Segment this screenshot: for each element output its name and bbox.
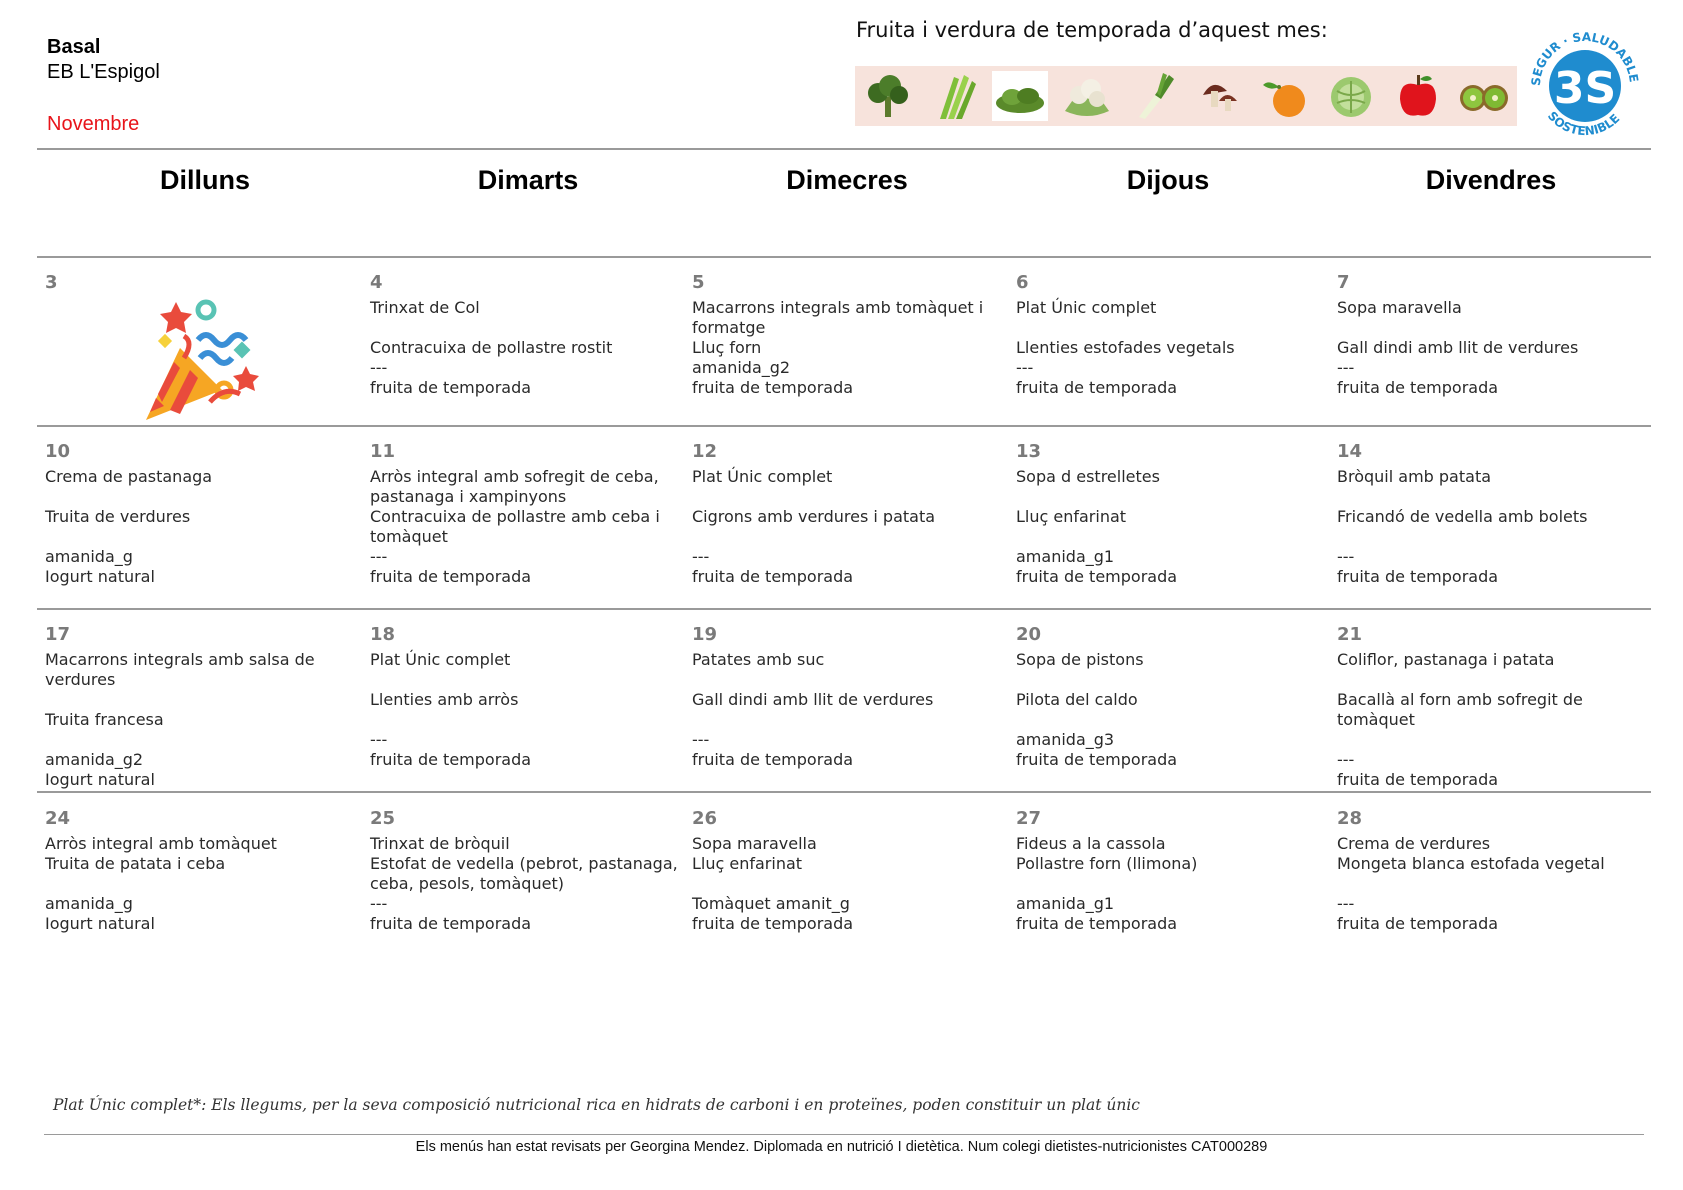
menu-dish: --- (370, 547, 388, 566)
menu-dish: fruita de temporada (692, 378, 854, 397)
menu-spacer (1016, 487, 1334, 507)
menu-dish: Gall dindi amb llit de verdures (692, 690, 934, 709)
menu-dish: Sopa de pistons (1016, 650, 1144, 669)
menu-dish: Crema de pastanaga (45, 467, 213, 486)
day-number: 24 (45, 808, 71, 829)
season-produce-strip (855, 66, 1517, 126)
menu-dish: Contracuixa de pollastre rostit (370, 338, 613, 357)
menu-day-cell (692, 272, 1010, 398)
week-rule (37, 256, 1651, 258)
day-number: 21 (1337, 624, 1363, 645)
day-number: 6 (1016, 272, 1029, 293)
menu-day-cell (1016, 808, 1334, 934)
menu-spacer (370, 710, 688, 730)
menu-dish: amanida_g2 (692, 358, 791, 377)
svg-text:SOSTENIBLE: SOSTENIBLE (1544, 108, 1623, 139)
menu-dish: Crema de verdures (1337, 834, 1491, 853)
menu-day-cell (370, 441, 688, 587)
menu-dish: fruita de temporada (692, 567, 854, 586)
logo-mark: 3S (1553, 63, 1617, 114)
menu-dish: Estofat de vedella (pebrot, pastanaga, ceba, pesols, tomàquet) (370, 854, 678, 893)
menu-dish: Lluç enfarinat (1016, 507, 1127, 526)
menu-dish: fruita de temporada (1016, 567, 1178, 586)
menu-spacer (370, 670, 688, 690)
menu-dish: Contracuixa de pollastre amb ceba i tomàquet (370, 507, 660, 546)
day-number: 3 (45, 272, 58, 293)
day-header-dimarts: Dimarts (477, 165, 579, 195)
day-number: 14 (1337, 441, 1363, 462)
menu-day-cell (1337, 272, 1655, 398)
menu-dish: --- (692, 730, 710, 749)
3s-logo (1520, 18, 1650, 148)
school-name: EB L'Espigol (47, 61, 160, 83)
menu-spacer (370, 318, 688, 338)
svg-text:SEGUR · SALUDABLE: SEGUR · SALUDABLE (1528, 29, 1641, 87)
menu-dish: fruita de temporada (1337, 914, 1499, 933)
menu-dish: Macarrons integrals amb tomàquet i formatge (692, 298, 984, 337)
menu-dish: fruita de temporada (370, 750, 532, 769)
menu-dish: Plat Únic complet (1016, 298, 1157, 317)
menu-day-cell (370, 624, 688, 770)
menu-dish: Sopa maravella (692, 834, 817, 853)
menu-dish: Mongeta blanca estofada vegetal (1337, 854, 1605, 873)
menu-dish: Gall dindi amb llit de verdures (1337, 338, 1579, 357)
mushroom-icon (1191, 71, 1247, 121)
menu-spacer (692, 527, 1010, 547)
menu-dish: Arròs integral amb tomàquet (45, 834, 277, 853)
month-label: Novembre (47, 113, 140, 135)
menu-dish: Tomàquet amanit_g (692, 894, 850, 913)
menu-dish: Pilota del caldo (1016, 690, 1138, 709)
orange-icon (1257, 71, 1313, 121)
menu-dish: fruita de temporada (1337, 378, 1499, 397)
day-header-dilluns: Dilluns (159, 165, 250, 195)
day-number: 18 (370, 624, 396, 645)
menu-day-cell (45, 441, 363, 587)
menu-spacer (692, 487, 1010, 507)
menu-day-cell (1337, 441, 1655, 587)
menu-dish: Lluç enfarinat (692, 854, 803, 873)
day-number: 27 (1016, 808, 1042, 829)
day-number: 5 (692, 272, 705, 293)
week-rule (37, 425, 1651, 427)
menu-day-cell (1016, 272, 1334, 398)
credits-line: Els menús han estat revisats per Georgina Mendez. Diplomada en nutrició I dietètica. Num colegi dietistes-nutricionistes CAT000289 (415, 1139, 1268, 1155)
menu-dish: Plat Únic complet (692, 467, 833, 486)
menu-dish: Trinxat de Col (370, 298, 480, 317)
menu-dish: Truita de verdures (45, 507, 191, 526)
menu-dish: Bròquil amb patata (1337, 467, 1492, 486)
menu-spacer (45, 690, 363, 710)
menu-dish: Llenties estofades vegetals (1016, 338, 1235, 357)
menu-dish: fruita de temporada (1337, 567, 1499, 586)
menu-dish: fruita de temporada (692, 914, 854, 933)
menu-dish: fruita de temporada (1337, 770, 1499, 789)
day-number: 20 (1016, 624, 1042, 645)
menu-dish: Sopa maravella (1337, 298, 1462, 317)
day-number: 4 (370, 272, 383, 293)
menu-dish: Fideus a la cassola (1016, 834, 1166, 853)
menu-dish: --- (692, 547, 710, 566)
party-popper-icon (140, 298, 270, 426)
menu-spacer (45, 874, 363, 894)
menu-day-cell (370, 272, 688, 398)
day-number: 10 (45, 441, 71, 462)
menu-dish: Patates amb suc (692, 650, 825, 669)
broccoli-icon (860, 71, 916, 121)
day-header-divendres: Divendres (1425, 165, 1557, 195)
menu-dish: amanida_g1 (1016, 894, 1115, 913)
menu-spacer (692, 670, 1010, 690)
menu-spacer (1016, 318, 1334, 338)
menu-dish: Bacallà al forn amb sofregit de tomàquet (1337, 690, 1583, 729)
menu-dish: Truita de patata i ceba (45, 854, 226, 873)
menu-dish: fruita de temporada (370, 567, 532, 586)
header-rule (37, 148, 1651, 150)
menu-spacer (1016, 527, 1334, 547)
day-number: 19 (692, 624, 718, 645)
menu-type-label: Basal (47, 36, 101, 58)
leek-icon (1125, 71, 1181, 121)
menu-dish: Llenties amb arròs (370, 690, 519, 709)
menu-dish: Coliflor, pastanaga i patata (1337, 650, 1555, 669)
menu-dish: --- (1337, 750, 1355, 769)
menu-spacer (692, 874, 1010, 894)
menu-dish: Macarrons integrals amb salsa de verdures (45, 650, 315, 689)
menu-dish: Plat Únic complet (370, 650, 511, 669)
day-number: 7 (1337, 272, 1350, 293)
menu-day-cell (692, 808, 1010, 934)
menu-spacer (1337, 874, 1655, 894)
menu-dish: Iogurt natural (45, 770, 155, 789)
menu-dish: Arròs integral amb sofregit de ceba, pastanaga i xampinyons (370, 467, 659, 506)
menu-spacer (1337, 487, 1655, 507)
cabbage-icon (1323, 71, 1379, 121)
menu-day-cell (692, 441, 1010, 587)
menu-dish: --- (1016, 358, 1034, 377)
day-number: 17 (45, 624, 71, 645)
menu-spacer (1337, 730, 1655, 750)
menu-dish: amanida_g3 (1016, 730, 1115, 749)
celery-icon (926, 71, 982, 121)
menu-dish: Pollastre forn (llimona) (1016, 854, 1198, 873)
menu-dish: Iogurt natural (45, 914, 155, 933)
menu-spacer (1337, 670, 1655, 690)
day-header-dijous: Dijous (1126, 165, 1210, 195)
week-rule (37, 791, 1651, 793)
menu-day-cell (45, 624, 363, 790)
menu-dish: --- (1337, 358, 1355, 377)
menu-spacer (1016, 710, 1334, 730)
footnote: Plat Únic complet*: Els llegums, per la seva composició nutricional rica en hidrats de carboni i en proteïnes, poden constituir un plat únic (53, 1096, 1140, 1114)
menu-dish: --- (370, 894, 388, 913)
chard-icon (992, 71, 1048, 121)
menu-dish: amanida_g2 (45, 750, 144, 769)
menu-day-cell (45, 272, 363, 298)
menu-day-cell (1337, 624, 1655, 790)
menu-dish: Fricandó de vedella amb bolets (1337, 507, 1588, 526)
menu-dish: amanida_g (45, 547, 133, 566)
menu-day-cell (370, 808, 688, 934)
menu-dish: --- (370, 730, 388, 749)
menu-spacer (45, 527, 363, 547)
cauliflower-icon (1059, 71, 1115, 121)
week-rule (37, 608, 1651, 610)
menu-dish: --- (370, 358, 388, 377)
menu-dish: --- (1337, 547, 1355, 566)
day-number: 28 (1337, 808, 1363, 829)
day-number: 13 (1016, 441, 1042, 462)
day-number: 12 (692, 441, 718, 462)
menu-dish: Iogurt natural (45, 567, 155, 586)
menu-day-cell (45, 808, 363, 934)
day-header-dimecres: Dimecres (786, 165, 908, 195)
menu-day-cell (692, 624, 1010, 770)
menu-dish: fruita de temporada (1016, 378, 1178, 397)
menu-dish: Sopa d estrelletes (1016, 467, 1160, 486)
menu-spacer (1337, 318, 1655, 338)
menu-dish: --- (1337, 894, 1355, 913)
day-number: 26 (692, 808, 718, 829)
menu-dish: Truita francesa (45, 710, 164, 729)
season-title: Fruita i verdura de temporada d’aquest mes: (856, 18, 1328, 42)
menu-day-cell (1337, 808, 1655, 934)
menu-spacer (45, 730, 363, 750)
menu-day-cell (1016, 624, 1334, 770)
menu-spacer (692, 710, 1010, 730)
day-number: 25 (370, 808, 396, 829)
menu-spacer (1016, 670, 1334, 690)
menu-dish: Lluç forn (692, 338, 762, 357)
menu-dish: amanida_g (45, 894, 133, 913)
menu-dish: amanida_g1 (1016, 547, 1115, 566)
menu-spacer (1337, 527, 1655, 547)
menu-spacer (45, 487, 363, 507)
menu-dish: fruita de temporada (370, 378, 532, 397)
menu-dish: fruita de temporada (692, 750, 854, 769)
footer-rule (44, 1134, 1644, 1135)
menu-day-cell (1016, 441, 1334, 587)
menu-dish: Trinxat de bròquil (370, 834, 510, 853)
menu-dish: Cigrons amb verdures i patata (692, 507, 936, 526)
apple-icon (1390, 71, 1446, 121)
menu-dish: fruita de temporada (370, 914, 532, 933)
day-number: 11 (370, 441, 396, 462)
kiwi-icon (1456, 71, 1512, 121)
menu-dish: fruita de temporada (1016, 914, 1178, 933)
menu-dish: fruita de temporada (1016, 750, 1178, 769)
menu-spacer (1016, 874, 1334, 894)
